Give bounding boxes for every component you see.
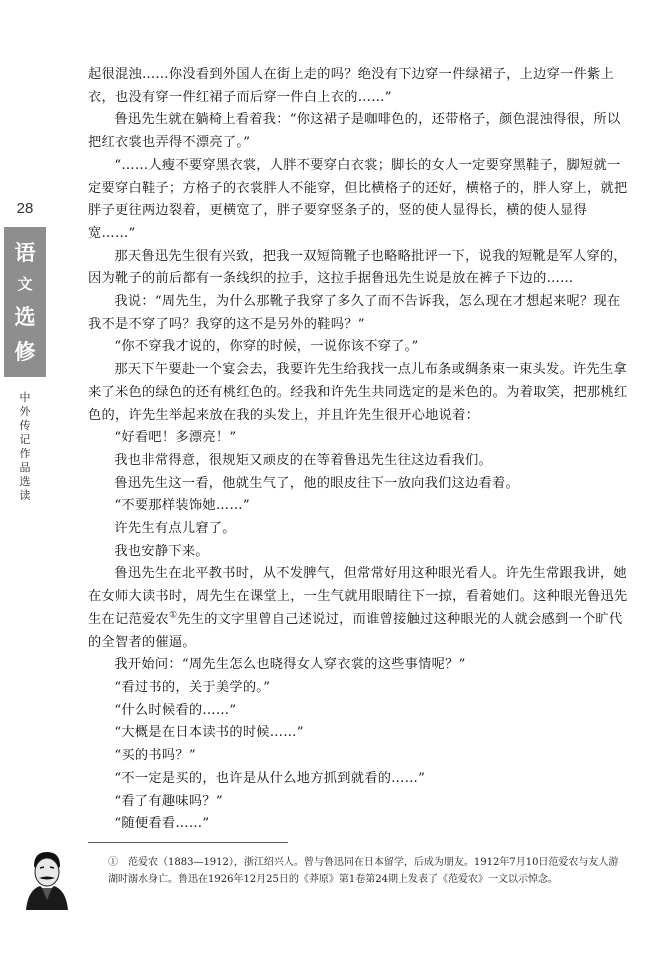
paragraph: “不一定是买的，也许是从什么地方抓到就看的……” bbox=[114, 770, 426, 786]
footnote-marker[interactable]: ① bbox=[168, 610, 178, 621]
book-tab-char: 修 bbox=[14, 339, 36, 364]
book-tab-char: 选 bbox=[14, 304, 36, 329]
book-title-tab bbox=[4, 227, 46, 377]
paragraph: “大概是在日本读书的时候……” bbox=[114, 725, 304, 741]
portrait-image bbox=[20, 848, 72, 910]
series-title: 中外传记作品选读 bbox=[19, 391, 31, 502]
paragraph: “不要那样装饰她……” bbox=[114, 498, 250, 514]
paragraph: 我说：“周先生，为什么那靴子我穿了多久了而不告诉我，怎么现在才想起来呢？现在我不是不穿了吗？我穿的这不是另外的鞋吗？” bbox=[88, 294, 621, 332]
paragraph-text: 先生的文字里曾自己述说过，而谁曾接触过这种眼光的人就会感到一个旷代的全智者的催逼。 bbox=[88, 611, 623, 650]
paragraph bbox=[88, 563, 628, 654]
paragraph: 我也安静下来。 bbox=[114, 543, 209, 559]
paragraph: “好看吧！多漂亮！” bbox=[114, 430, 237, 446]
paragraph: “买的书吗？” bbox=[114, 748, 196, 764]
paragraph: 许先生有点儿窘了。 bbox=[114, 521, 236, 537]
side-margin bbox=[0, 200, 50, 503]
paragraph: 鲁迅先生这一看，他就生气了，他的眼皮往下一放向我们这边看着。 bbox=[114, 475, 520, 491]
paragraph-text: 鲁迅先生在北平教书时，从不发脾气，但常常好用这种眼光看人。许先生常跟我讲，她在女师大读书时，周先生在课堂上，一生气就用眼睛往下一掠，看着她们。这种眼光鲁迅先生在记范爱农 bbox=[88, 566, 628, 627]
page-number: 28 bbox=[16, 200, 34, 217]
footnote: ① 范爱农（1883—1912），浙江绍兴人。曾与鲁迅同在日本留学，后成为朋友。1912年7月10日范爱农与友人游湖时溺水身亡。鲁迅在1926年12月25日的《莽原》第1卷第24期上发表了《范爱农》一文以示悼念。 bbox=[108, 857, 619, 885]
body-text bbox=[88, 64, 628, 836]
paragraph: “随便看看……” bbox=[114, 816, 210, 832]
paragraph: “……人瘦不要穿黑衣裳，人胖不要穿白衣裳；脚长的女人一定要穿黑鞋子，脚短就一定要穿白鞋子；方格子的衣裳胖人不能穿，但比横格子的还好，横格子的，胖人穿上，就把胖子更往两边裂着，更横宽了，胖子要穿竖条子的，竖的使人显得长，横的使人显得宽……” bbox=[88, 157, 628, 241]
paragraph: “什么时候看的……” bbox=[114, 702, 237, 718]
book-tab-char: 语 bbox=[14, 240, 36, 265]
paragraph: “你不穿我才说的，你穿的时候，一说你该不穿了。” bbox=[114, 339, 419, 355]
paragraph: 那天下午要赴一个宴会去，我要许先生给我找一点儿布条或绸条束一束头发。许先生拿来了米色的绿色的还有桃红色的。经我和许先生共同选定的是米色的。为着取笑，把那桃红色的，许先生举起来放在我的头发上，并且许先生很开心地说着： bbox=[88, 362, 628, 423]
paragraph: “看过书的，关于美学的。” bbox=[114, 679, 271, 695]
paragraph: “看了有趣味吗？” bbox=[114, 793, 223, 809]
paragraph: 我开始问：“周先生怎么也晓得女人穿衣裳的这些事情呢？” bbox=[114, 657, 466, 673]
paragraph: 起很混浊……你没看到外国人在街上走的吗？绝没有下边穿一件绿裙子，上边穿一件紫上衣，也没有穿一件红裙子而后穿一件白上衣的……” bbox=[88, 67, 615, 105]
paragraph: 我也非常得意，很规矩又顽皮的在等着鲁迅先生往这边看我们。 bbox=[114, 452, 493, 468]
footnote-divider bbox=[88, 842, 288, 843]
paragraph: 鲁迅先生就在躺椅上看着我：“你这裙子是咖啡色的，还带格子，颜色混浊得很，所以把红衣裳也弄得不漂亮了。” bbox=[88, 112, 621, 151]
book-tab-char: 文 bbox=[17, 275, 33, 293]
paragraph: 那天鲁迅先生很有兴致，把我一双短筒靴子也略略批评一下，说我的短靴是军人穿的，因为靴子的前后都有一条线织的拉手，这拉手据鲁迅先生说是放在裤子下边的…… bbox=[88, 248, 627, 287]
